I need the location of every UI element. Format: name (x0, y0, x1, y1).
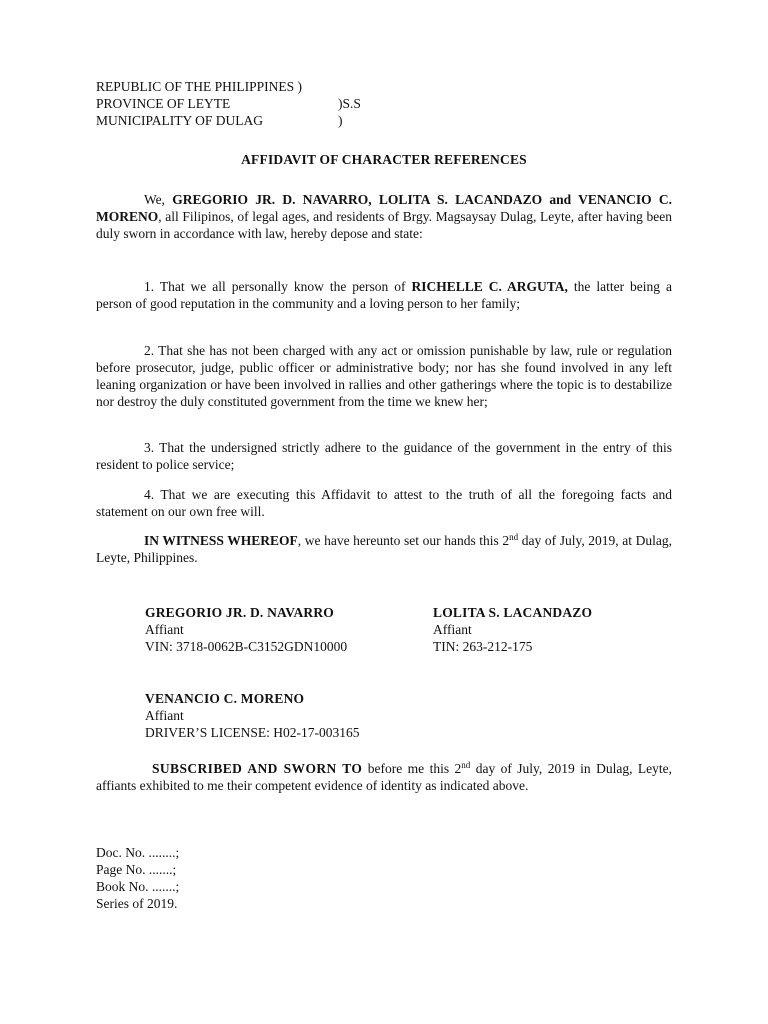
venue-republic: REPUBLIC OF THE PHILIPPINES ) (96, 79, 303, 94)
series: Series of 2019. (96, 896, 178, 911)
witness-paragraph (96, 532, 672, 566)
signatory-name: LOLITA S. LACANDAZO (433, 605, 593, 620)
document-title: AFFIDAVIT OF CHARACTER REFERENCES (241, 152, 527, 167)
venue-province: PROVINCE OF LEYTE (96, 96, 231, 111)
book-no: Book No. .......; (96, 879, 180, 894)
subject-person-name: RICHELLE C. ARGUTA, (411, 279, 568, 294)
jurat-text-2: day of July, 2019 in Dulag, Leyte, affiants exhibited to me their competent evidence of identity as indicated above. (96, 761, 672, 793)
jurat-lead: SUBSCRIBED AND SWORN TO (152, 761, 363, 776)
clause-1-lead: 1. That we all personally know the person of (144, 279, 406, 294)
signatory-id: VIN: 3718-0062B-C3152GDN10000 (145, 639, 348, 654)
venue-paren-mark: ) (338, 113, 343, 128)
witness-text-1: , we have hereunto set our hands this 2 (297, 533, 510, 548)
signatory-id: DRIVER’S LICENSE: H02-17-003165 (145, 725, 360, 740)
venue-municipality: MUNICIPALITY OF DULAG (96, 113, 264, 128)
signatory-moreno (145, 690, 360, 741)
signatory-id: TIN: 263-212-175 (433, 639, 533, 654)
clause-1-rest: the latter being a person of good reputation in the community and a loving person to her family; (96, 279, 672, 311)
clause-4: 4. That we are executing this Affidavit to attest to the truth of all the foregoing facts and statement on our own free will. (96, 487, 672, 519)
signatory-role: Affiant (145, 708, 184, 723)
intro-lead: We, (144, 192, 166, 207)
jurat-paragraph (96, 760, 672, 794)
signatory-navarro (145, 604, 347, 655)
affiant-names: GREGORIO JR. D. NAVARRO, LOLITA S. LACANDAZO and VENANCIO C. MORENO (96, 192, 672, 224)
witness-superscript: nd (509, 532, 519, 542)
page-no: Page No. .......; (96, 862, 177, 877)
signatory-role: Affiant (145, 622, 184, 637)
clause-2: 2. That she has not been charged with any act or omission punishable by law, rule or regulation before prosecutor, judge, public officer or administrative body; nor has she found involved in any left leaning organization or have been involved in rallies and other gatherings where the topic is to destabilize nor destroy the duly constituted government from the time we knew her; (96, 343, 672, 409)
intro-rest: , all Filipinos, of legal ages, and residents of Brgy. Magsaysay Dulag, Leyte, after having been duly sworn in accordance with law, hereby depose and state: (96, 209, 672, 241)
notarial-records (96, 844, 179, 912)
signatory-lacandazo (433, 604, 592, 655)
doc-no: Doc. No. ........; (96, 845, 180, 860)
signatory-name: VENANCIO C. MORENO (145, 691, 305, 706)
intro-paragraph (96, 191, 672, 242)
signatory-name: GREGORIO JR. D. NAVARRO (145, 605, 334, 620)
venue-ss-mark: )S.S (338, 96, 361, 111)
jurat-text-1: before me this 2 (362, 761, 462, 776)
signatory-role: Affiant (433, 622, 472, 637)
witness-text-2: day of July, 2019, at Dulag, Leyte, Philippines. (96, 533, 672, 565)
clause-3: 3. That the undersigned strictly adhere to the guidance of the government in the entry of this resident to police service; (96, 440, 672, 472)
clause-1 (96, 278, 672, 312)
jurat-superscript: nd (461, 760, 471, 770)
witness-lead: IN WITNESS WHEREOF (144, 533, 298, 548)
